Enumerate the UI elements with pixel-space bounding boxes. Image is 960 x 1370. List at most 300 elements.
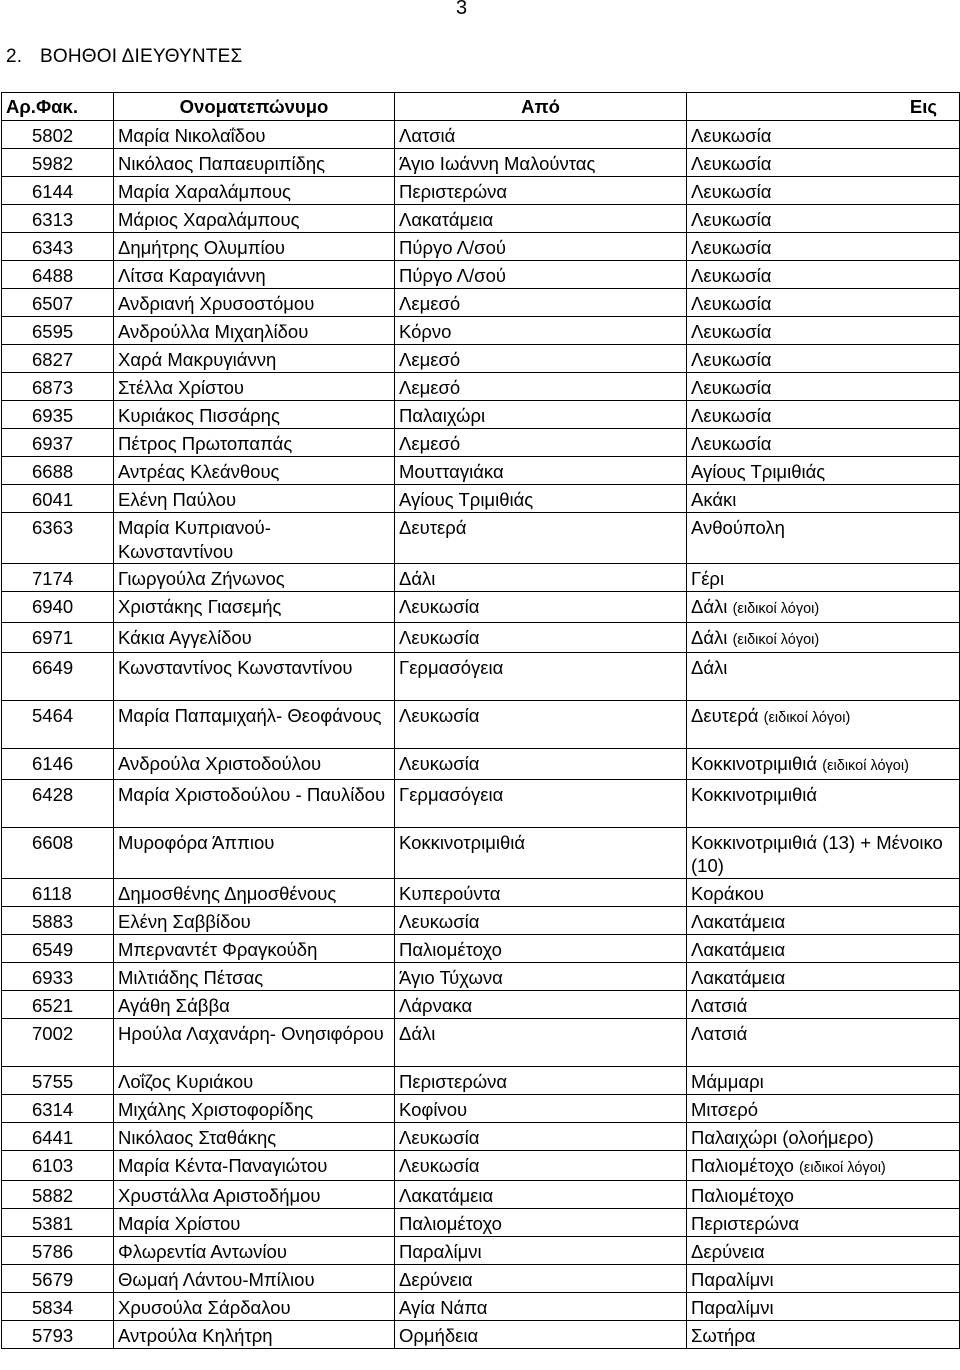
cell-full-name	[114, 878, 395, 906]
cell-to-text: Κοράκου	[691, 882, 765, 904]
cell-to-text: Σωτήρα	[691, 1325, 756, 1346]
cell-full-name	[114, 401, 395, 429]
cell-full-name	[114, 205, 395, 233]
cell-to-text: Λευκωσία	[691, 433, 772, 454]
table-row	[2, 1122, 960, 1150]
cell-file-number	[2, 485, 114, 513]
cell-file-number	[2, 1122, 114, 1150]
cell-from	[395, 149, 687, 177]
table-row	[2, 701, 960, 749]
cell-file-number-text: 5679	[32, 1269, 74, 1290]
table-header-row	[2, 93, 960, 121]
cell-full-name	[114, 1321, 395, 1349]
cell-file-number-text: 6937	[32, 433, 74, 454]
table-row	[2, 1018, 960, 1066]
cell-to	[687, 1150, 960, 1181]
cell-full-name-text: Δημοσθένης Δημοσθένους	[118, 882, 337, 904]
cell-to-text: Λακατάμεια	[691, 910, 786, 932]
cell-from	[395, 701, 687, 749]
cell-full-name	[114, 1150, 395, 1181]
cell-full-name	[114, 653, 395, 701]
cell-to	[687, 592, 960, 623]
cell-file-number-text: 6933	[32, 966, 74, 988]
cell-full-name-text: Θωμαή Λάντου-Μπίλιου	[118, 1269, 315, 1290]
cell-full-name-text: Γιωργούλα Ζήνωνος	[118, 568, 285, 589]
cell-to-text: Δευτερά	[691, 705, 759, 726]
cell-file-number	[2, 934, 114, 962]
cell-file-number	[2, 1209, 114, 1237]
cell-from	[395, 1150, 687, 1181]
table-row	[2, 1321, 960, 1349]
cell-file-number-text: 5982	[32, 153, 74, 174]
table-row	[2, 177, 960, 205]
cell-from	[395, 1018, 687, 1066]
cell-to-text: Λευκωσία	[691, 377, 772, 398]
cell-file-number-text: 6118	[32, 882, 72, 904]
cell-to-text: Δάλι	[691, 657, 728, 678]
cell-from	[395, 233, 687, 261]
cell-full-name-text: Μιχάλης Χριστοφορίδης	[118, 1098, 314, 1120]
section-heading	[6, 45, 242, 69]
cell-full-name-text: Νικόλαος Παπαευριπίδης	[118, 153, 326, 174]
cell-full-name	[114, 1237, 395, 1265]
cell-full-name-text: Δημήτρης Ολυμπίου	[118, 237, 286, 258]
cell-full-name	[114, 149, 395, 177]
cell-from-text: Λακατάμεια	[399, 1185, 494, 1206]
cell-to	[687, 121, 960, 149]
cell-to-text: Γέρι	[691, 568, 725, 589]
cell-from-text: Μουτταγιάκα	[399, 461, 504, 482]
cell-file-number	[2, 177, 114, 205]
cell-full-name-text: Στέλλα Χρίστου	[118, 377, 245, 398]
cell-from	[395, 622, 687, 653]
table-row	[2, 401, 960, 429]
cell-file-number-text: 6041	[32, 489, 74, 510]
table-row	[2, 1237, 960, 1265]
cell-full-name	[114, 345, 395, 373]
cell-to	[687, 373, 960, 401]
cell-from	[395, 121, 687, 149]
cell-to	[687, 779, 960, 827]
cell-from	[395, 205, 687, 233]
cell-to-text: Λευκωσία	[691, 181, 772, 202]
cell-full-name	[114, 485, 395, 513]
cell-full-name	[114, 289, 395, 317]
cell-full-name	[114, 701, 395, 749]
cell-full-name	[114, 429, 395, 457]
cell-to	[687, 749, 960, 780]
cell-to	[687, 457, 960, 485]
cell-file-number	[2, 317, 114, 345]
cell-file-number	[2, 205, 114, 233]
cell-file-number-text: 5793	[32, 1325, 74, 1346]
table-row	[2, 485, 960, 513]
cell-to	[687, 1265, 960, 1293]
cell-to	[687, 1066, 960, 1094]
cell-from	[395, 401, 687, 429]
cell-to	[687, 289, 960, 317]
cell-to-text: Λακατάμεια	[691, 938, 786, 960]
cell-file-number	[2, 457, 114, 485]
cell-from-text: Λευκωσία	[399, 626, 480, 648]
cell-file-number-text: 6507	[32, 293, 74, 314]
cell-to	[687, 177, 960, 205]
cell-full-name	[114, 827, 395, 878]
cell-file-number	[2, 289, 114, 317]
table-row	[2, 205, 960, 233]
cell-full-name	[114, 622, 395, 653]
cell-from	[395, 1265, 687, 1293]
cell-from-text: Δάλι	[399, 568, 436, 589]
cell-file-number-text: 6935	[32, 405, 74, 426]
header-from: Από	[395, 93, 687, 121]
cell-full-name-text: Αντρέας Κλεάνθους	[118, 461, 280, 482]
cell-note: (ειδικοί λόγοι)	[763, 710, 851, 726]
cell-to	[687, 1181, 960, 1209]
cell-from	[395, 261, 687, 289]
cell-from-text: Κυπερούντα	[399, 882, 501, 904]
cell-from-text: Λεμεσό	[399, 377, 461, 398]
cell-file-number	[2, 1237, 114, 1265]
cell-file-number-text: 6521	[32, 994, 74, 1016]
cell-from-text: Πύργο Λ/σού	[399, 237, 506, 258]
cell-full-name-text: Μαρία Χαραλάμπους	[118, 181, 291, 202]
cell-file-number-text: 6549	[32, 938, 74, 960]
cell-full-name	[114, 1066, 395, 1094]
cell-from-text: Λευκωσία	[399, 1154, 480, 1176]
cell-full-name	[114, 457, 395, 485]
page-number: 3	[456, 0, 468, 19]
cell-full-name-text: Μυροφόρα Άππιου	[118, 831, 275, 853]
cell-from	[395, 177, 687, 205]
cell-file-number-text: 5464	[32, 705, 74, 726]
header-file-number: Αρ.Φακ.	[2, 93, 114, 121]
cell-file-number-text: 6314	[32, 1098, 74, 1120]
cell-file-number-text: 6363	[32, 517, 74, 538]
cell-to	[687, 906, 960, 934]
cell-to-text: Λευκωσία	[691, 321, 772, 342]
cell-to-text: Λευκωσία	[691, 265, 772, 286]
cell-file-number	[2, 121, 114, 149]
cell-to	[687, 1122, 960, 1150]
cell-file-number	[2, 1265, 114, 1293]
cell-full-name-text: Λοΐζος Κυριάκου	[118, 1070, 254, 1092]
cell-full-name-text: Αγάθη Σάββα	[118, 994, 230, 1016]
cell-from-text: Λευκωσία	[399, 910, 480, 932]
cell-file-number	[2, 878, 114, 906]
cell-to	[687, 1094, 960, 1122]
cell-to-text: Μάμμαρι	[691, 1070, 764, 1092]
table-row	[2, 513, 960, 564]
cell-file-number	[2, 373, 114, 401]
cell-to-text: Παραλίμνι	[691, 1269, 774, 1290]
cell-to	[687, 1237, 960, 1265]
cell-from	[395, 317, 687, 345]
cell-full-name-text: Ανδρούλα Χριστοδούλου	[118, 753, 322, 774]
cell-full-name-text: Μαρία Κυπριανού- Κωνσταντίνου	[118, 517, 271, 562]
cell-to-text: Λευκωσία	[691, 349, 772, 370]
cell-to-text: Ανθούπολη	[691, 517, 785, 538]
cell-file-number	[2, 1066, 114, 1094]
cell-file-number	[2, 1150, 114, 1181]
cell-file-number	[2, 990, 114, 1018]
cell-from-text: Παραλίμνι	[399, 1241, 482, 1262]
cell-from	[395, 779, 687, 827]
cell-note: (ειδικοί λόγοι)	[822, 758, 909, 774]
cell-file-number	[2, 653, 114, 701]
cell-full-name	[114, 317, 395, 345]
section-title: ΒΟΗΘΟΙ ΔΙΕΥΘΥΝΤΕΣ	[40, 46, 243, 67]
cell-full-name-text: Μαρία Χρίστου	[118, 1213, 241, 1234]
cell-file-number	[2, 401, 114, 429]
table-row	[2, 261, 960, 289]
cell-file-number	[2, 345, 114, 373]
table-row	[2, 1066, 960, 1094]
cell-from	[395, 289, 687, 317]
table-row	[2, 749, 960, 780]
table-row	[2, 317, 960, 345]
cell-full-name	[114, 779, 395, 827]
cell-from	[395, 592, 687, 623]
cell-full-name	[114, 1094, 395, 1122]
cell-to	[687, 1293, 960, 1321]
cell-from-text: Γερμασόγεια	[399, 657, 504, 678]
cell-full-name-text: Πέτρος Πρωτοπαπάς	[118, 433, 293, 454]
cell-full-name-text: Μαρία Κέντα-Παναγιώτου	[118, 1154, 328, 1176]
cell-full-name	[114, 1265, 395, 1293]
section-number: 2.	[6, 46, 23, 67]
cell-file-number	[2, 779, 114, 827]
cell-to-text: Λακατάμεια	[691, 966, 786, 988]
cell-to-text: Δάλι	[691, 596, 728, 617]
cell-file-number	[2, 1094, 114, 1122]
cell-full-name	[114, 749, 395, 780]
cell-to-text: Ακάκι	[691, 489, 737, 510]
cell-from	[395, 1293, 687, 1321]
cell-full-name-text: Χριστάκης Γιασεμής	[118, 596, 282, 617]
cell-to	[687, 878, 960, 906]
cell-file-number-text: 6873	[32, 377, 74, 398]
cell-file-number-text: 5834	[32, 1297, 74, 1318]
cell-from-text: Γερμασόγεια	[399, 783, 504, 805]
cell-file-number-text: 6488	[32, 265, 74, 286]
cell-to-text: Λευκωσία	[691, 237, 772, 258]
cell-from	[395, 564, 687, 592]
cell-to-text: Λευκωσία	[691, 153, 772, 174]
cell-from-text: Αγία Νάπα	[399, 1297, 488, 1318]
cell-to-text: Παλιομέτοχο	[691, 1185, 794, 1206]
cell-from-text: Δερύνεια	[399, 1269, 473, 1290]
table-row	[2, 779, 960, 827]
cell-file-number-text: 6688	[32, 461, 74, 482]
cell-from-text: Κοκκινοτριμιθιά	[399, 831, 526, 853]
cell-file-number-text: 6428	[32, 783, 74, 805]
cell-from-text: Άγιο Τύχωνα	[399, 966, 503, 988]
cell-from	[395, 1321, 687, 1349]
transfers-table	[1, 92, 960, 1349]
table-row	[2, 653, 960, 701]
cell-file-number-text: 6103	[32, 1154, 74, 1176]
cell-to-text: Δάλι	[691, 626, 728, 648]
table-row	[2, 934, 960, 962]
table-row	[2, 564, 960, 592]
cell-full-name	[114, 592, 395, 623]
cell-full-name-text: Χρυστάλλα Αριστοδήμου	[118, 1185, 321, 1206]
cell-to-text: Κοκκινοτριμιθιά	[691, 783, 818, 805]
table-row	[2, 457, 960, 485]
table-row	[2, 373, 960, 401]
table-row	[2, 906, 960, 934]
table-row	[2, 1181, 960, 1209]
cell-file-number	[2, 429, 114, 457]
cell-from-text: Παλιομέτοχο	[399, 938, 502, 960]
cell-full-name-text: Φλωρεντία Αντωνίου	[118, 1241, 287, 1262]
cell-from	[395, 485, 687, 513]
cell-file-number	[2, 233, 114, 261]
cell-file-number	[2, 962, 114, 990]
cell-full-name	[114, 564, 395, 592]
cell-to-text: Μιτσερό	[691, 1098, 759, 1120]
cell-file-number	[2, 513, 114, 564]
cell-file-number-text: 6940	[32, 596, 74, 617]
cell-from-text: Περιστερώνα	[399, 181, 508, 202]
cell-full-name-text: Ανδριανή Χρυσοστόμου	[118, 293, 315, 314]
cell-file-number	[2, 827, 114, 878]
table-row	[2, 592, 960, 623]
cell-file-number	[2, 261, 114, 289]
cell-file-number-text: 6441	[32, 1126, 74, 1148]
cell-file-number-text: 5802	[32, 125, 74, 146]
cell-file-number	[2, 906, 114, 934]
cell-to-text: Παλιομέτοχο	[691, 1154, 794, 1176]
table-row	[2, 622, 960, 653]
header-full-name: Ονοματεπώνυμο	[114, 93, 395, 121]
cell-to-text: Λευκωσία	[691, 405, 772, 426]
cell-file-number-text: 5883	[32, 910, 74, 932]
table-row	[2, 1293, 960, 1321]
cell-note: (ειδικοί λόγοι)	[732, 631, 820, 648]
cell-from-text: Κοφίνου	[399, 1098, 468, 1120]
cell-to-text: Κοκκινοτριμιθιά (13) + Μένοικο (10)	[691, 831, 943, 876]
cell-to-text: Λευκωσία	[691, 125, 772, 146]
table-row	[2, 429, 960, 457]
cell-to-text: Λευκωσία	[691, 209, 772, 230]
cell-file-number	[2, 622, 114, 653]
cell-full-name-text: Χαρά Μακρυγιάννη	[118, 349, 277, 370]
cell-from-text: Ορμήδεια	[399, 1325, 479, 1346]
cell-to-text: Παραλίμνι	[691, 1297, 774, 1318]
table-row	[2, 962, 960, 990]
cell-from-text: Παλαιχώρι	[399, 405, 486, 426]
cell-from	[395, 878, 687, 906]
cell-full-name	[114, 233, 395, 261]
cell-from	[395, 906, 687, 934]
cell-to-text: Παλαιχώρι (ολοήμερο)	[691, 1126, 874, 1148]
cell-full-name-text: Ανδρούλλα Μιχαηλίδου	[118, 321, 309, 342]
cell-full-name	[114, 934, 395, 962]
cell-full-name	[114, 261, 395, 289]
cell-to	[687, 1209, 960, 1237]
cell-file-number-text: 6608	[32, 831, 74, 853]
cell-file-number	[2, 1018, 114, 1066]
cell-to	[687, 990, 960, 1018]
cell-from-text: Λευκωσία	[399, 596, 480, 617]
cell-from	[395, 990, 687, 1018]
table-row	[2, 1265, 960, 1293]
cell-to-text: Περιστερώνα	[691, 1213, 800, 1234]
table-row	[2, 121, 960, 149]
cell-full-name-text: Αντρούλα Κηλήτρη	[118, 1325, 273, 1346]
cell-from	[395, 457, 687, 485]
cell-to	[687, 261, 960, 289]
cell-full-name-text: Ελένη Παύλου	[118, 489, 237, 510]
cell-to	[687, 1321, 960, 1349]
cell-from-text: Παλιομέτοχο	[399, 1213, 502, 1234]
cell-to	[687, 1018, 960, 1066]
cell-full-name-text: Μπερναντέτ Φραγκούδη	[118, 938, 318, 960]
cell-to	[687, 429, 960, 457]
cell-file-number	[2, 749, 114, 780]
table-row	[2, 827, 960, 878]
cell-full-name	[114, 1209, 395, 1237]
cell-full-name-text: Μάριος Χαραλάμπους	[118, 209, 300, 230]
cell-to	[687, 317, 960, 345]
table-row	[2, 1094, 960, 1122]
cell-to	[687, 564, 960, 592]
cell-from-text: Λευκωσία	[399, 1126, 480, 1148]
cell-full-name-text: Κωνσταντίνος Κωνσταντίνου	[118, 657, 353, 678]
cell-from-text: Λεμεσό	[399, 349, 461, 370]
cell-from	[395, 827, 687, 878]
cell-from	[395, 653, 687, 701]
cell-file-number-text: 7174	[32, 568, 74, 589]
cell-to	[687, 485, 960, 513]
cell-from-text: Περιστερώνα	[399, 1070, 508, 1092]
cell-full-name-text: Λίτσα Καραγιάννη	[118, 265, 266, 286]
table-row	[2, 289, 960, 317]
cell-from	[395, 1237, 687, 1265]
cell-to	[687, 345, 960, 373]
cell-to-text: Λατσιά	[691, 1022, 748, 1044]
cell-full-name	[114, 121, 395, 149]
cell-from-text: Δευτερά	[399, 517, 467, 538]
cell-note: (ειδικοί λόγοι)	[732, 601, 820, 617]
cell-full-name-text: Μιλτιάδης Πέτσας	[118, 966, 264, 988]
table-row	[2, 990, 960, 1018]
cell-to	[687, 401, 960, 429]
cell-from	[395, 1122, 687, 1150]
cell-full-name	[114, 373, 395, 401]
cell-to-text: Λατσιά	[691, 994, 748, 1016]
cell-full-name-text: Χρυσούλα Σάρδαλου	[118, 1297, 291, 1318]
cell-from-text: Λεμεσό	[399, 433, 461, 454]
cell-from	[395, 1094, 687, 1122]
cell-from	[395, 429, 687, 457]
cell-full-name	[114, 1181, 395, 1209]
cell-from	[395, 934, 687, 962]
cell-file-number-text: 5882	[32, 1185, 74, 1206]
cell-from	[395, 749, 687, 780]
cell-full-name-text: Ελένη Σαββίδου	[118, 910, 251, 932]
cell-file-number-text: 6649	[32, 657, 74, 678]
cell-file-number	[2, 701, 114, 749]
cell-from	[395, 345, 687, 373]
table-row	[2, 345, 960, 373]
cell-from-text: Δάλι	[399, 1022, 436, 1044]
cell-full-name-text: Μαρία Νικολαΐδου	[118, 125, 266, 146]
cell-file-number-text: 6971	[32, 626, 74, 648]
cell-file-number-text: 6313	[32, 209, 74, 230]
